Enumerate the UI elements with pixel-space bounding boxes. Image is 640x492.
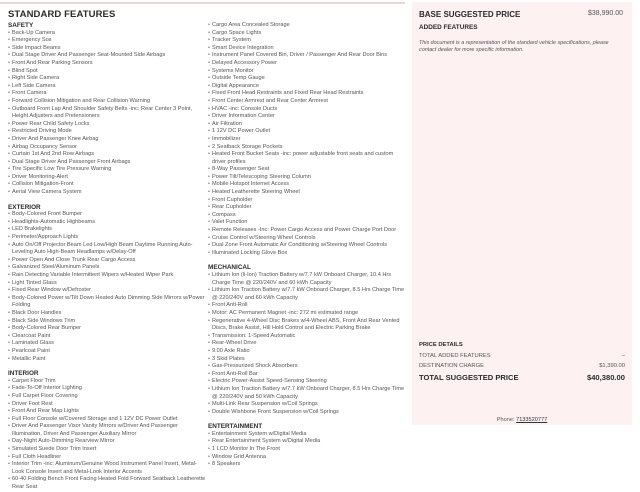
price-row-value: $1,390.00 [599, 363, 625, 369]
phone-link[interactable]: 7133520777 [516, 417, 548, 423]
feature-item: • Front Camera [8, 90, 208, 98]
price-row-destination [419, 363, 625, 369]
total-price-value: $40,380.00 [586, 373, 625, 382]
price-details-title: PRICE DETAILS [419, 342, 463, 348]
feature-item: • 2 Seatback Storage Pockets [208, 144, 406, 152]
feature-item: • Restricted Driving Mode [8, 128, 208, 136]
standard-features-title: STANDARD FEATURES [8, 9, 116, 20]
standard-features [8, 9, 405, 491]
feature-item: • Full Floor Console w/Covered Storage and 1 12V DC Power Outlet [8, 416, 208, 424]
feature-item: • Smart Device Integration [208, 45, 406, 53]
feature-item: • Driver And Passenger Knee Airbag [8, 136, 208, 144]
section-spacer [8, 363, 208, 370]
feature-item: • Multi-Link Rear Suspension w/Coil Springs [208, 401, 406, 409]
feature-item: • Body-Colored Rear Bumper [8, 325, 208, 333]
feature-item: • Driver Foot Rest [8, 401, 208, 409]
feature-item: • Motor: AC Permanent Magnet -inc: 272 mi estimated range [208, 310, 406, 318]
feature-item: • Right Side Camera [8, 75, 208, 83]
feature-list [208, 431, 406, 469]
feature-item: • Fade-To-Off Interior Lighting [8, 385, 208, 393]
feature-item: • 3 Skid Plates [208, 356, 406, 364]
feature-item: • HVAC -inc: Console Ducts [208, 106, 406, 114]
feature-item: • Interior Trim -inc: Aluminum/Genuine Wood Instrument Panel Insert, Metal-Look Console Insert and Metal-Look Interior Accents [8, 461, 208, 476]
feature-item: • Forward Collision Mitigation and Rear Collision Warning [8, 98, 208, 106]
feature-item: • Double Wishbone Front Suspension w/Coil Springs [208, 409, 406, 417]
feature-list [8, 378, 208, 492]
feature-item: • Entertainment System w/Digital Media [208, 431, 406, 439]
feature-item: • Black Side Windows Trim [8, 318, 208, 326]
feature-item: • Driver And Passenger Visor Vanity Mirrors w/Driver And Passenger Illumination, Driver And Passenger Auxiliary Mirror [8, 423, 208, 438]
feature-item: • Regenerative 4-Wheel Disc Brakes w/4-Wheel ABS, Front And Rear Vented Discs, Brake Assist, Hill Hold Control and Electric Parking Brake [208, 318, 406, 333]
feature-list [208, 22, 406, 257]
feature-item: • Lithium Ion Traction Battery w/7.7 kW Onboard Charger, 8.5 Hrs Charge Time @ 220/240V and 60 kWh Capacity [208, 287, 406, 302]
feature-item: • LED Brakelights [8, 226, 208, 234]
features-column-2 [208, 22, 406, 469]
added-features-label: ADDED FEATURES [419, 24, 478, 31]
feature-item: • Mobile Hotspot Internet Access [208, 181, 406, 189]
features-column-1 [8, 22, 208, 492]
feature-item: • Cargo Space Lights [208, 30, 406, 38]
feature-item: • Power Open And Close Trunk Rear Cargo Access [8, 257, 208, 265]
feature-item: • Power Tilt/Telescoping Steering Column [208, 174, 406, 182]
feature-item: • Left Side Camera [8, 83, 208, 91]
base-price-label: BASE SUGGESTED PRICE [419, 10, 521, 19]
feature-item: • Front Anti-Roll [208, 302, 406, 310]
feature-item: • Day-Night Auto-Dimming Rearview Mirror [8, 438, 208, 446]
feature-item: • Carpet Floor Trim [8, 378, 208, 386]
feature-item: • Immobilizer [208, 136, 406, 144]
feature-item: • Lithium Ion Traction Battery w/7.7 kW Onboard Charger, 8.5 Hrs Charge Time @ 220/240V and 50 kWh Capacity [208, 386, 406, 401]
feature-item: • Airbag Occupancy Sensor [8, 144, 208, 152]
disclaimer-note: This document is a representation of the standard vehicle specifications, please contact dealer for more specific information. [419, 40, 609, 53]
feature-item: • Illuminated Locking Glove Box [208, 250, 406, 258]
base-price-value: $38,990.00 [587, 10, 623, 17]
section-spacer [208, 416, 406, 423]
feature-item: • Galvanized Steel/Aluminum Panels [8, 264, 208, 272]
feature-item: • Fixed Front Head Restraints and Fixed Rear Head Restraints [208, 90, 406, 98]
feature-item: • Electric Power-Assist Speed-Sensing Steering [208, 378, 406, 386]
feature-list [8, 211, 208, 363]
total-price-label: TOTAL SUGGESTED PRICE [419, 373, 519, 382]
feature-item: • Front Anti-Roll Bar [208, 371, 406, 379]
phone-label: Phone: [496, 417, 515, 423]
feature-item: • Systems Monitor [208, 68, 406, 76]
feature-item: • Rain Detecting Variable Intermittent Wipers w/Heated Wiper Park [8, 272, 208, 280]
feature-item: • Rear-Wheel Drive [208, 340, 406, 348]
feature-item: • Dual Zone Front Automatic Air Conditioning w/Steering Wheel Controls [208, 242, 406, 250]
feature-item: • Dual Stage Driver And Passenger Front Airbags [8, 159, 208, 167]
feature-item: • Collision Mitigation-Front [8, 181, 208, 189]
feature-item: • Driver Information Center [208, 113, 406, 121]
feature-item: • Body-Colored Power w/Tilt Down Heated Auto Dimming Side Mirrors w/Power Folding [8, 295, 208, 310]
section-title-exterior: EXTERIOR [8, 203, 41, 211]
feature-item: • Side Impact Beams [8, 45, 208, 53]
feature-item: • Heated Leatherette Steering Wheel [208, 189, 406, 197]
feature-item: • Lithium Ion (li-Ion) Traction Battery w/7.7 kW Onboard Charger, 10.4 Hrs Charge Time @ 220/240V and 60 kWh Capacity [208, 272, 406, 287]
feature-item: • Perimeter/Approach Lights [8, 234, 208, 242]
feature-item: • Curtain 1st And 2nd Row Airbags [8, 151, 208, 159]
feature-item: • Auto On/Off Projector Beam Led Low/High Beam Daytime Running Auto-Leveling Auto High-Beam Headlamps w/Delay-Off [8, 242, 208, 257]
section-title-interior: INTERIOR [8, 370, 39, 378]
feature-item: • Delayed Accessory Power [208, 60, 406, 68]
feature-item: • Digital Appearance [208, 83, 406, 91]
feature-item: • Front Cupholder [208, 197, 406, 205]
feature-item: • Rear Cupholder [208, 204, 406, 212]
price-row-value: – [621, 353, 625, 359]
feature-item: • Front Center Armrest and Rear Center Armrest [208, 98, 406, 106]
feature-item: • 1 12V DC Power Outlet [208, 128, 406, 136]
feature-item: • Outside Temp Gauge [208, 75, 406, 83]
feature-item: • Black Door Handles [8, 310, 208, 318]
feature-item: • 1 LCD Monitor In The Front [208, 446, 406, 454]
price-panel [412, 2, 632, 425]
feature-item: • Full Cloth Headliner [8, 454, 208, 462]
feature-item: • Body-Colored Front Bumper [8, 211, 208, 219]
feature-item: • Headlights-Automatic Highbeams [8, 219, 208, 227]
section-title-entertainment: ENTERTAINMENT [208, 423, 263, 431]
price-row-label: DESTINATION CHARGE [419, 363, 484, 369]
section-spacer [208, 257, 406, 264]
feature-item: • Metallic Paint [8, 356, 208, 364]
feature-item: • Front And Rear Map Lights [8, 408, 208, 416]
price-row-label: TOTAL ADDED FEATURES [419, 353, 491, 359]
section-title-safety: SAFETY [8, 22, 34, 29]
feature-item: • Full Carpet Floor Covering [8, 393, 208, 401]
feature-item: • Compass [208, 212, 406, 220]
feature-item: • Dual Stage Driver And Passenger Seat-Mounted Side Airbags [8, 52, 208, 60]
section-title-mechanical: MECHANICAL [208, 264, 251, 272]
feature-item: • 9.00 Axle Ratio [208, 348, 406, 356]
feature-item: • Gas-Pressurized Shock Absorbers [208, 363, 406, 371]
feature-item: • Power Rear Child Safety Locks [8, 121, 208, 129]
feature-item: • Front And Rear Parking Sensors [8, 60, 208, 68]
feature-item: • Cargo Area Concealed Storage [208, 22, 406, 30]
feature-list [208, 272, 406, 416]
feature-item: • 60-40 Folding Bench Front Facing Heated Fold Forward Seatback Leatherette Rear Seat [8, 476, 208, 491]
feature-item: • Light Tinted Glass [8, 280, 208, 288]
feature-item: • Window Grid Antenna [208, 454, 406, 462]
feature-item: • Aerial View Camera System [8, 189, 208, 197]
feature-item: • Laminated Glass [8, 340, 208, 348]
feature-item: • Driver Monitoring-Alert [8, 174, 208, 182]
feature-item: • Tire Specific Low Tire Pressure Warning [8, 166, 208, 174]
feature-item: • Back-Up Camera [8, 30, 208, 38]
top-rule [0, 2, 405, 4]
feature-item: • Transmission: 1-Speed Automatic [208, 333, 406, 341]
feature-item: • Emergency Sos [8, 37, 208, 45]
feature-item: • Rear Entertainment System w/Digital Media [208, 438, 406, 446]
dealer-phone [412, 417, 632, 423]
feature-item: • Cruise Control w/Steering Wheel Controls [208, 235, 406, 243]
feature-item: • 8 Speakers [208, 461, 406, 469]
feature-item: • Fixed Rear Window w/Defroster [8, 287, 208, 295]
feature-item: • Simulated Suede Door Trim Insert [8, 446, 208, 454]
feature-item: • Instrument Panel Covered Bin, Driver / Passenger And Rear Door Bins [208, 52, 406, 60]
feature-list [8, 30, 208, 197]
feature-item: • 8-Way Passenger Seat [208, 166, 406, 174]
feature-item: • Air Filtration [208, 121, 406, 129]
feature-item: • Heated Front Bucket Seats -inc: power adjustable front seats and custom driver profiles [208, 151, 406, 166]
feature-item: • Remote Releases -Inc: Power Cargo Access and Power Charge Port Door [208, 227, 406, 235]
feature-item: • Tracker System [208, 37, 406, 45]
feature-item: • Pearlcoat Paint [8, 348, 208, 356]
feature-item: • Blind Spot [8, 68, 208, 76]
section-spacer [8, 197, 208, 204]
feature-item: • Clearcoat Paint [8, 333, 208, 341]
feature-item: • Valet Function [208, 219, 406, 227]
feature-item: • Outboard Front Lap And Shoulder Safety Belts -inc: Rear Center 3 Point, Height Adjusters and Pretensioners [8, 106, 208, 121]
price-row-total-added [419, 353, 625, 359]
total-price-row [419, 373, 625, 382]
